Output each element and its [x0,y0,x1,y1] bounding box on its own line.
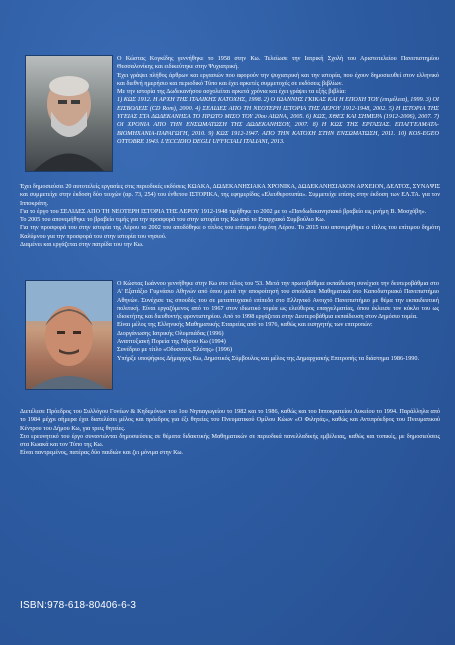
author1-paragraph: Ο Κώστας Κογκίδης γεννήθηκε το 1958 στην Κω. Τελείωσε την Ιατρική Σχολή του Αριστοτελείου Πανεπιστημίου Θεσσαλονίκης και ειδικεύτηκε στην Ψυχιατρική. [117,55,439,71]
author-photo-ioannou [25,280,113,390]
author1-paragraph: Το 2005 του απονεμήθηκε το βραβείο τιμής για την προσφορά του στην ιστορία της Κω από το Επαρχιακό Συμβούλιο Κω. [20,216,326,224]
author2-bio [117,280,439,363]
portrait-image [26,56,112,171]
author2-role-item: Αναπτυξιακή Πορεία της Νήσου Κω (1994) [117,338,226,346]
portrait-image [26,281,112,389]
author-photo-kogkidis [25,55,113,172]
author1-book-list: 1) ΚΩΣ 1912. Η ΑΡΧΗ ΤΗΣ ΙΤΑΛΙΚΗΣ ΚΑΤΟΧΗΣ, 1998. 2) Ο ΙΩΑΝΝΗΣ ΓΚΙΚΑΣ ΚΑΙ Η ΕΠΟΧΗ ΤΟΥ (επιμέλεια), 1999. 3) ΟΙ ΕΙΣΒΟΛΕΙΣ (CD Rom), 2000. 4) ΣΕΛΙΔΕΣ ΑΠΟ ΤΗ ΝΕΟΤΕΡΗ ΙΣΤΟΡΙΑ ΤΗΣ ΛΕΡΟΥ 1912-1948, 2002. 5) Η ΙΣΤΟΡΙΑ ΤΗΣ ΥΓΕΙΑΣ ΣΤΑ ΔΩΔΕΚΑΝΗΣΑ ΤΟ ΠΡΩΤΟ ΜΙΣΟ ΤΟΥ 20ου ΑΙΩΝΑ, 2005. 6) ΚΩΣ, ΧΘΕΣ ΚΑΙ ΣΗΜΕΡΑ (1912-2006), 2007. 7) ΟΙ ΧΡΟΝΙΑ ΑΠΟ ΤΗΝ ΕΝΣΩΜΑΤΩΣΗ ΤΗΣ ΔΩΔΕΚΑΝΗΣΟΥ, 2007. 8) Η ΚΩΣ ΤΗΣ ΕΡΓΑΣΙΑΣ. ΕΠΑΓΓΕΛΜΑΤΑ-ΒΙΟΜΗΧΑΝΙΑ-ΠΑΡΑΓΩΓΗ, 2010. 9) ΚΩΣ 1912-1947. ΑΠΟ ΤΗΝ ΚΑΤΟΧΗ ΣΤΗΝ ΕΝΣΩΜΑΤΩΣΗ, 2011. 10) KOS-EGEO OTTOBRE 1943. L'ECCIDIO DEGLI UFFICIALI ITALIANI, 2013. [117,96,439,145]
author1-bio [117,55,439,146]
author2-bio-continued [20,408,440,458]
author2-roles-list [117,330,439,363]
author1-paragraph: Με την ιστορία της Δωδεκανήσου ασχολείται αρκετά χρόνια και έχει γράψει τα εξής βιβλία: [117,88,347,96]
author2-paragraph: Είναι μέλος της Ελληνικής Μαθηματικής Εταιρείας από το 1976, καθώς και εισηγητής των επιτροπών: [117,321,373,329]
author2-paragraph: Ο Κώστας Ιωάννου γεννήθηκε στην Κω στο τέλος του '53. Μετά την πρωτοβάθμια εκπαίδευση συνέχισε την δευτεροβάθμια στο Α' Εξατάξιο Γυμνάσιο Αθηνών από όπου μετά την αποφοίτησή του σπούδασε Μαθηματικά στο Καποδιστριακό Πανεπιστήμιο Αθηνών. Συνέχισε τις σπουδές του σε μεταπτυχιακό επίπεδο στο Ελληνικό Ανοιχτό Πανεπιστήμιο με θέμα την εκπαιδευτική πολιτική. Είναι εργαζόμενος από το 1967 στον ιδιωτικό τομέα ως ελεύθερος επαγγελματίας, όπου έκλεισε τον κύκλο του ως ιδιοκτήτης και διευθυντής φροντιστηρίου. Από το 1998 εργάζεται στην Δευτεροβάθμια εκπαίδευση στον Δημόσιο τομέα. [117,280,439,321]
author1-paragraph: Για την προσφορά του στην ιστορία της Λέρου το 2002 του αποδόθηκε ο τίτλος του επίτιμου δημότη Λέρου. Το 2015 του απονεμήθηκε ο τίτλος του επίτιμου δημότη Καλύμνου για την προσφορά του στην ιστορία του νησιού. [20,224,440,240]
author2-role-item: Συνέδριο με τίτλο «Οδυσσεύς Ελύτης» (1996) [117,346,233,354]
author1-paragraph: Για το έργο του ΣΕΛΙΔΕΣ ΑΠΟ ΤΗ ΝΕΟΤΕΡΗ ΙΣΤΟΡΙΑ ΤΗΣ ΛΕΡΟΥ 1912-1948 τιμήθηκε το 2002 με το «Πανδωδεκανησιακό βραβείο εις μνήμη Β. Μοσχόβη». [20,207,427,215]
author2-paragraph: Διετέλεσε Πρόεδρος του Συλλόγου Γονέων & Κηδεμόνων του 1ου Νηπιαγωγείου το 1982 και το 1986, καθώς και του Ιπποκρατείου Λυκείου το 1994. Παράλληλα από το 1984 μέχρι σήμερα έχει διατελέσει μέλος και πρόεδρος για έξι θητείες του Πνευματικού Ομίλου Κώων «Ο Φιλητάς», καθώς και Αντιπρόεδρος του Πνευματικού Κέντρου του Δήμου Κω, για τρεις θητείες. [20,408,440,432]
author1-paragraph: Έχει δημοσιεύσει 20 αυτοτελείς εργασίες στις περιοδικές εκδόσεις ΚΩΑΚΑ, ΔΩΔΕΚΑΝΗΣΙΑΚΑ ΧΡΟΝΙΚΑ, ΔΩΔΕΚΑΝΗΣΙΑΚΟΝ ΑΡΧΕΙΟΝ, ΔΕΛΤΟΣ, ΣΥΝΑΨΙΣ και συμμετείχε στην έκδοση δύο τευχών (αρ. 73, 254) του ένθετου ΙΣΤΟΡΙΚΑ, της εφημερίδας «Ελευθεροτυπία». Συμμετείχε επίσης στην έκδοση των ΕΛ.ΤΑ. για τον Ιπποκράτη. [20,183,440,207]
author2-paragraph: Στο ερευνητικό του έργο συναντώνται δημοσιεύσεις σε θέματα διδακτικής Μαθηματικών σε περιοδικά πανελλαδικής εμβέλειας, καθώς και τοπικές, με δημοσιεύσεις στα Κωακά και τον Τύπο της Κω. [20,432,440,449]
author1-paragraph: Έχει γράψει πλήθος άρθρων και εργασιών που αφορούν την ψυχιατρική και την ιστορία, που έχουν δημοσιευθεί στον ελληνικό και διεθνή ημερήσιο και περιοδικό Τύπο και έχει αρκετές συμμετοχές σε εκδόσεις βιβλίων. [117,71,439,87]
author1-bio-continued [20,183,440,249]
author1-paragraph: Διαμένει και εργάζεται στην πατρίδα του την Κω. [20,241,144,249]
isbn-label: ISBN:978-618-80406-6-3 [20,600,137,611]
author2-role-item: Διοργάνωσης Ιατρικής Ολυμπιάδας (1996) [117,329,224,337]
author2-role-item: Υπήρξε υποψήφιος Δήμαρχος Κω, Δημοτικός Σύμβουλος και μέλος της Δημαρχιακής Επιτροπής τα διάστημα 1986-1990. [117,354,420,362]
author2-paragraph: Είναι παντρεμένος, πατέρας δύο παιδιών και ζει μόνιμα στην Κω. [20,449,183,457]
